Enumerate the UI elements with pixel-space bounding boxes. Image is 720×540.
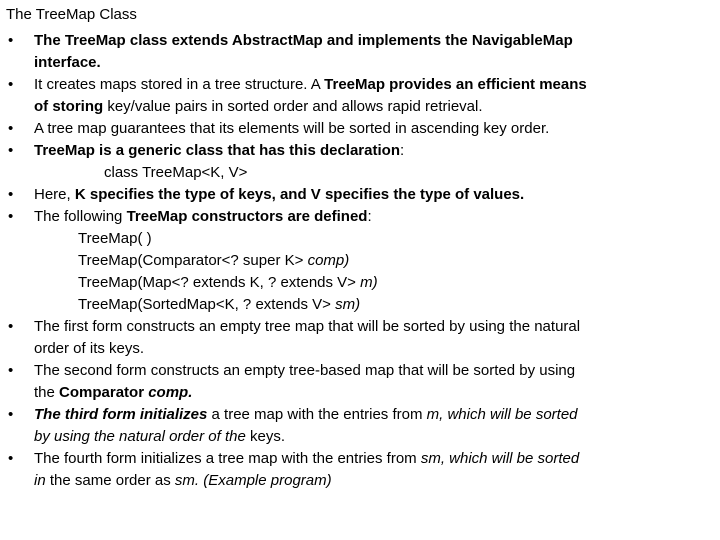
text-segment: order of its keys. <box>34 340 145 357</box>
text-segment: Here, <box>34 186 75 203</box>
continuation-line <box>4 382 712 404</box>
text-segment: The third form initializes <box>34 406 208 423</box>
bullet-line <box>4 448 712 470</box>
slide-title: The TreeMap Class <box>6 6 137 23</box>
text-segment: sm, which will be sorted <box>420 450 580 467</box>
text-segment: of storing <box>34 98 108 115</box>
bullet-line <box>4 140 712 162</box>
code-line <box>4 294 712 316</box>
text-segment: a tree map with the entries from <box>207 406 427 423</box>
text-segment: sm) <box>335 296 361 313</box>
text-segment: m, which will be sorted <box>426 406 578 423</box>
text-segment: m) <box>360 274 378 291</box>
bullet-marker: • <box>8 208 14 225</box>
text-segment: comp. <box>148 384 193 401</box>
bullet-line <box>4 184 712 206</box>
bullet-marker: • <box>8 32 14 49</box>
text-segment: TreeMap( ) <box>78 230 152 247</box>
text-segment: The following <box>34 208 127 225</box>
continuation-line <box>4 470 712 492</box>
text-segment: TreeMap(Comparator<? super K> <box>78 252 308 269</box>
bullet-marker: • <box>8 76 14 93</box>
text-segment: interface. <box>34 54 101 71</box>
continuation-line <box>4 426 712 448</box>
text-segment: comp) <box>307 252 350 269</box>
text-segment: Comparator <box>59 384 149 401</box>
text-segment: The first form constructs an empty tree map that will be sorted by using the natural <box>34 318 581 335</box>
text-segment: K specifies the type of keys, and V specifies the type of values. <box>74 186 525 203</box>
continuation-line <box>4 52 712 74</box>
text-segment: It creates maps stored in a tree structure. A <box>34 76 325 93</box>
text-segment: the same order as <box>45 472 175 489</box>
bullet-line <box>4 404 712 426</box>
bullet-line <box>4 360 712 382</box>
text-segment: key/value pairs in sorted order and allows rapid retrieval. <box>107 98 483 115</box>
text-segment: TreeMap is a generic class that has this declaration <box>34 142 400 159</box>
code-line <box>4 162 712 184</box>
text-segment: The second form constructs an empty tree-based map that will be sorted by using <box>34 362 576 379</box>
text-segment: : <box>367 208 372 225</box>
text-segment: The fourth form initializes a tree map with the entries from <box>34 450 421 467</box>
text-segment: : <box>399 142 405 159</box>
text-segment: the <box>34 384 60 401</box>
bullet-marker: • <box>8 362 14 379</box>
bullet-marker: • <box>8 406 14 423</box>
continuation-line <box>4 338 712 360</box>
text-segment: by using the natural order of the <box>34 428 246 445</box>
bullet-line <box>4 118 712 140</box>
bullet-marker: • <box>8 186 14 203</box>
code-line <box>4 228 712 250</box>
bullet-line <box>4 74 712 96</box>
text-segment: A tree map guarantees that its elements will be sorted in ascending key order. <box>34 120 550 137</box>
bullet-marker: • <box>8 142 14 159</box>
code-line <box>4 250 712 272</box>
continuation-line <box>4 96 712 118</box>
text-segment: TreeMap(Map<? extends K, ? extends V> <box>78 274 361 291</box>
bullet-marker: • <box>8 450 14 467</box>
bullet-marker: • <box>8 318 14 335</box>
text-segment: sm. (Example program) <box>174 472 332 489</box>
text-segment: The TreeMap class extends AbstractMap and implements the NavigableMap <box>34 32 573 49</box>
bullet-line <box>4 206 712 228</box>
text-segment: TreeMap(SortedMap<K, ? extends V> <box>78 296 336 313</box>
code-line <box>4 272 712 294</box>
text-segment: TreeMap provides an efficient means <box>324 76 587 93</box>
bullet-marker: • <box>8 120 14 137</box>
bullet-line <box>4 316 712 338</box>
text-segment: keys. <box>245 428 285 445</box>
text-segment: TreeMap constructors are defined <box>126 208 368 225</box>
bullet-line <box>4 30 712 52</box>
text-segment: in <box>34 472 46 489</box>
text-segment: class TreeMap<K, V> <box>104 164 248 181</box>
